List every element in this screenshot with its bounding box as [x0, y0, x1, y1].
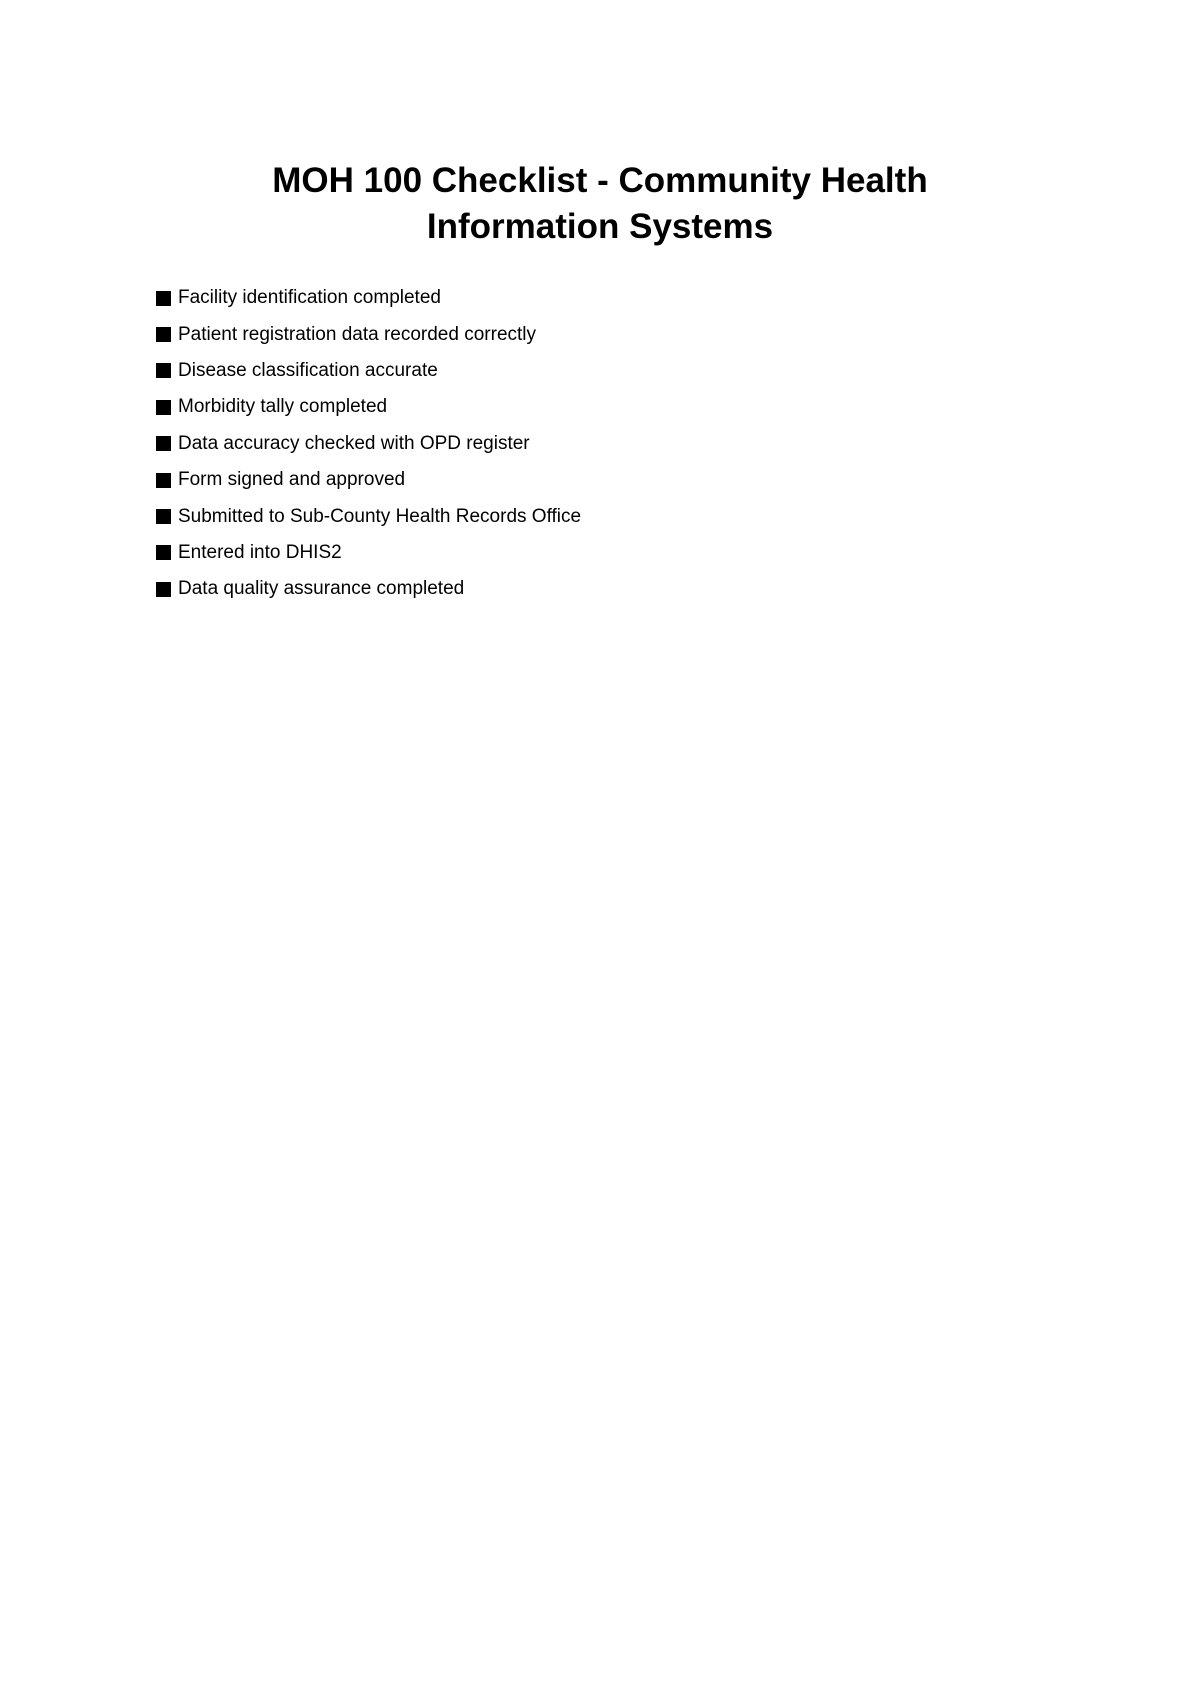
square-bullet-icon [156, 400, 171, 415]
page-title [0, 158, 1200, 250]
checklist-item-label: Morbidity tally completed [178, 396, 388, 418]
title-line-2: Information Systems [426, 207, 774, 246]
checklist-item [156, 571, 581, 607]
square-bullet-icon [156, 436, 171, 451]
square-bullet-icon [156, 327, 171, 342]
square-bullet-icon [156, 291, 171, 306]
checklist-item-label: Patient registration data recorded correctly [178, 323, 537, 345]
checklist-item-label: Submitted to Sub-County Health Records Office [178, 505, 582, 527]
square-bullet-icon [156, 363, 171, 378]
checklist-item-label: Data accuracy checked with OPD register [178, 432, 530, 454]
title-line-1: MOH 100 Checklist - Community Health [272, 161, 928, 200]
checklist-item [156, 389, 581, 425]
checklist-item [156, 498, 581, 534]
checklist-item-label: Disease classification accurate [178, 359, 438, 381]
checklist [156, 280, 581, 608]
checklist-item-label: Entered into DHIS2 [178, 541, 342, 563]
checklist-item [156, 353, 581, 389]
checklist-item [156, 535, 581, 571]
checklist-item-label: Data quality assurance completed [178, 578, 465, 600]
square-bullet-icon [156, 473, 171, 488]
checklist-item [156, 316, 581, 352]
square-bullet-icon [156, 509, 171, 524]
square-bullet-icon [156, 582, 171, 597]
checklist-item [156, 426, 581, 462]
checklist-item-label: Form signed and approved [178, 469, 406, 491]
square-bullet-icon [156, 545, 171, 560]
checklist-item [156, 462, 581, 498]
checklist-item [156, 280, 581, 316]
checklist-item-label: Facility identification completed [178, 287, 441, 309]
